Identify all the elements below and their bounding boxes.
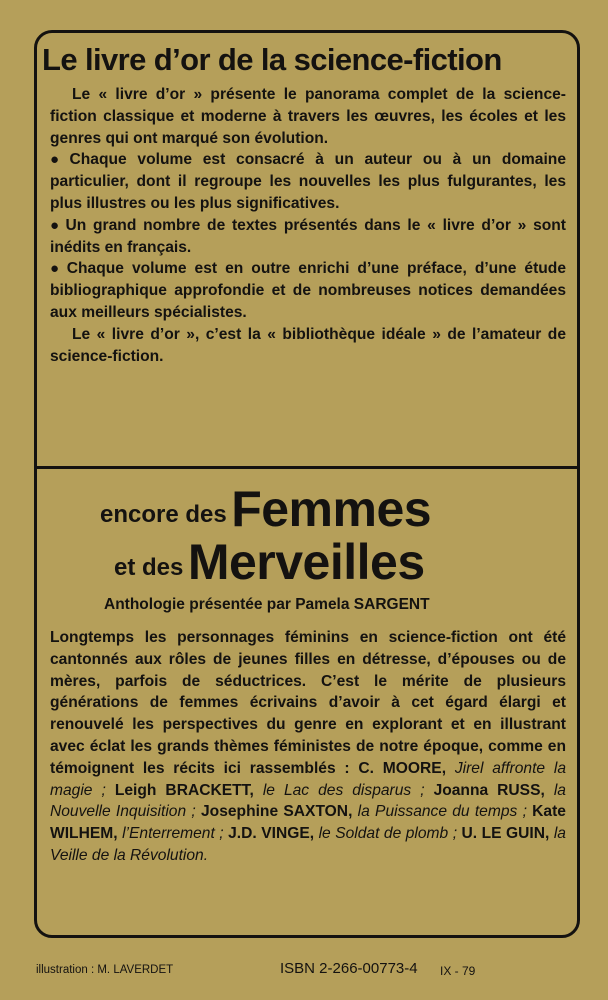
illustration-credit: illustration : M. LAVERDET <box>36 964 174 976</box>
story-author: U. LE GUIN, <box>461 825 550 843</box>
story-title: la Veille de la Révolution. <box>50 825 566 864</box>
story-title: Jirel affronte la magie ; <box>50 759 567 799</box>
story-author: Joanna RUSS, <box>433 781 545 799</box>
collection-paragraph: ● Chaque volume est en outre enrichi d’une préface, d’une étude bibliographique approfondie et de nombreuses notices demandées aux meilleurs spécialistes. <box>50 260 567 321</box>
story-author: Leigh BRACKETT, <box>114 781 254 799</box>
book-title-line-1: encore des Femmes <box>100 481 432 537</box>
bullet-icon: ● <box>50 216 62 234</box>
story-author: Kate WILHEM, <box>50 803 566 843</box>
book-blurb <box>50 627 566 867</box>
story-author: C. MOORE, <box>358 759 447 777</box>
book-subtitle: Anthologie présentée par Pamela SARGENT <box>104 596 430 613</box>
bullet-icon: ● <box>50 260 63 278</box>
collection-paragraph: ● Un grand nombre de textes présentés dans le « livre d’or » sont inédits en français. <box>50 216 566 256</box>
blurb-intro: Longtemps les personnages féminins en science-fiction ont été cantonnés aux rôles de jeunes filles en détresse, d’épouses ou de mères, parfois de séductrices. C’est le mérite de plusieurs générations de femmes écrivains d’avoir à cet égard élargi et renouvelé les perspectives du genre en explorant et en illustrant avec éclat les grands thèmes féministes de notre époque, comme en témoignent les récits ici rassemblés : <box>50 629 566 777</box>
section-divider <box>34 466 580 469</box>
collection-paragraph: ● Chaque volume est consacré à un auteur ou à un domaine particulier, dont il regroupe les nouvelles les plus fulgurantes, les plus illustres ou les plus significatives. <box>50 151 566 212</box>
collection-description <box>50 84 566 367</box>
story-title: la Puissance du temps ; <box>357 803 527 821</box>
story-title: le Lac des disparus ; <box>262 781 425 799</box>
print-code: IX - 79 <box>440 964 476 978</box>
story-title: la Nouvelle Inquisition ; <box>50 781 566 821</box>
isbn: ISBN 2-266-00773-4 <box>280 960 418 977</box>
story-title: le Soldat de plomb ; <box>318 825 458 843</box>
collection-title: Le livre d’or de la science-fiction <box>42 42 502 77</box>
book-title-line-2: et des Merveilles <box>114 534 425 590</box>
story-author: Josephine SAXTON, <box>201 803 353 821</box>
story-author: J.D. VINGE, <box>228 825 315 843</box>
collection-paragraph: Le « livre d’or », c’est la « bibliothèque idéale » de l’amateur de science-fiction. <box>50 325 566 365</box>
story-title: l’Enterrement ; <box>122 825 224 843</box>
collection-paragraph: Le « livre d’or » présente le panorama complet de la science-fiction classique et moderne à travers les œuvres, les écoles et les genres qui ont marqué son évolution. <box>50 86 566 147</box>
bullet-icon: ● <box>50 151 66 169</box>
